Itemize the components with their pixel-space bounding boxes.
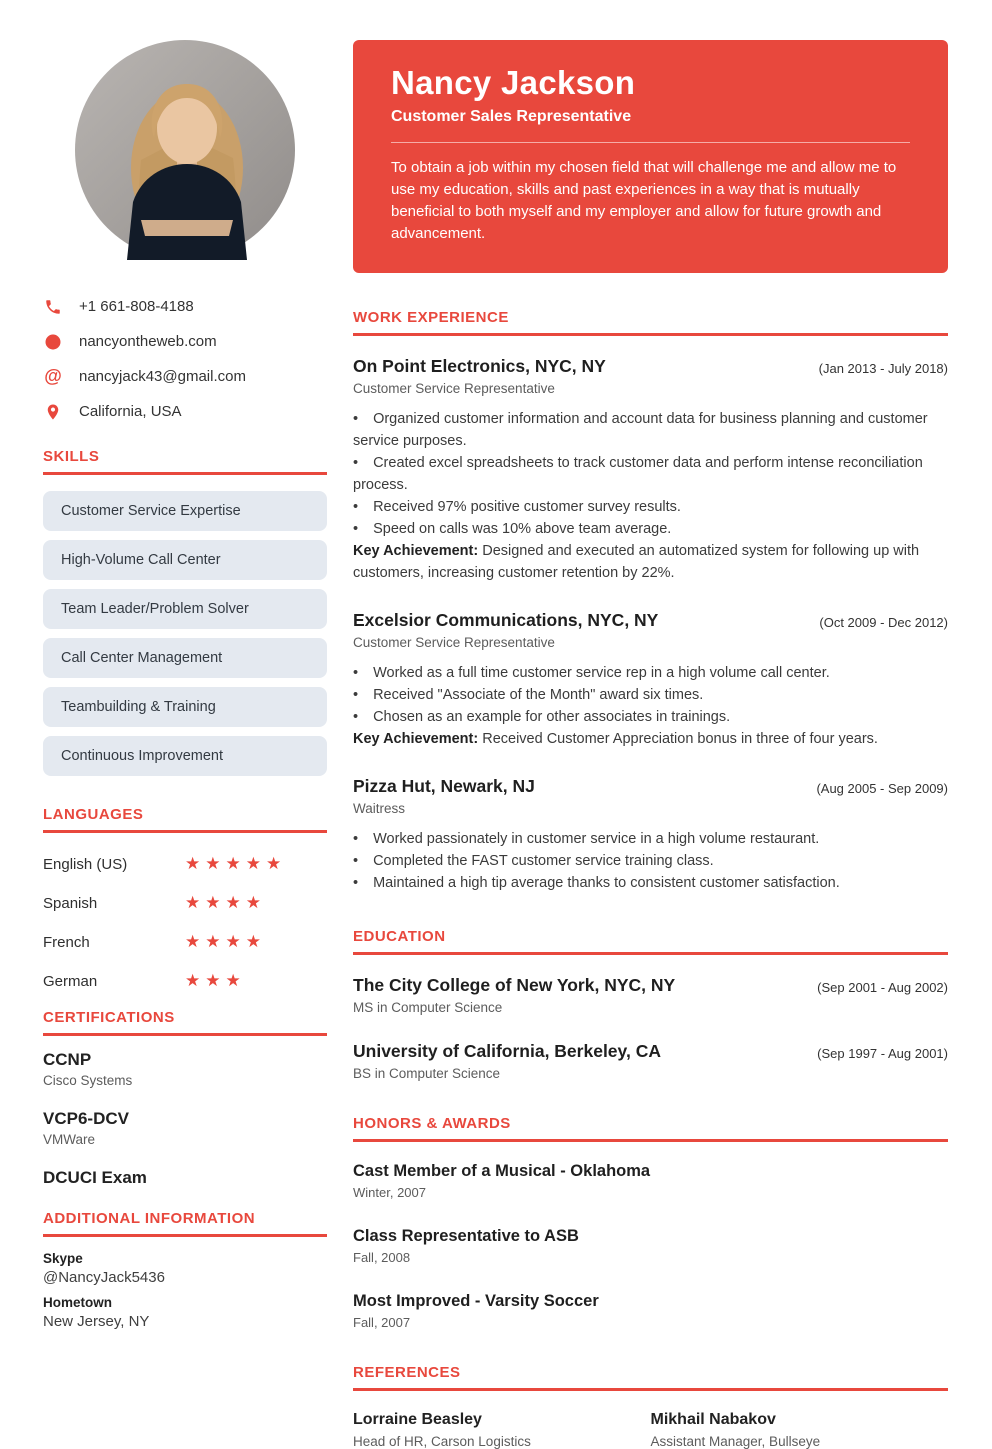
bullet-item: • Completed the FAST customer service training class. xyxy=(353,850,948,872)
education-title-block xyxy=(353,1041,661,1081)
info-label: Skype xyxy=(43,1251,83,1266)
education-entry xyxy=(353,975,948,1015)
star-rating: ★★★★ xyxy=(185,893,266,912)
name-header-card xyxy=(353,40,948,273)
work-experience-section xyxy=(353,309,948,894)
school-name: University of California, Berkeley, CA xyxy=(353,1041,661,1061)
key-achievement xyxy=(353,728,948,750)
company-name: Excelsior Communications, NYC, NY xyxy=(353,610,659,630)
bullet-item: • Worked passionately in customer service in a high volume restaurant. xyxy=(353,828,948,850)
bullet-item: • Maintained a high tip average thanks to consistent customer satisfaction. xyxy=(353,872,948,894)
contact-email[interactable] xyxy=(43,366,327,387)
additional-info-entry xyxy=(43,1295,327,1330)
certification-name: DCUCI Exam xyxy=(43,1168,147,1187)
certification-org: Cisco Systems xyxy=(43,1073,133,1088)
certifications-list xyxy=(43,1050,327,1188)
bullet-item: • Chosen as an example for other associates in trainings. xyxy=(353,706,948,728)
references-heading: REFERENCES xyxy=(353,1364,461,1381)
bullet-item: • Organized customer information and account data for business planning and customer service purposes. xyxy=(353,408,948,452)
additional-info-list xyxy=(43,1251,327,1330)
reference-entry xyxy=(651,1411,949,1449)
education-header xyxy=(353,1041,948,1081)
additional-info-entry xyxy=(43,1251,327,1286)
award-title: Cast Member of a Musical - Oklahoma xyxy=(353,1162,651,1180)
contact-location xyxy=(43,401,327,422)
education-section xyxy=(353,928,948,1081)
job-header xyxy=(353,610,948,650)
work-heading: WORK EXPERIENCE xyxy=(353,309,509,326)
person-portrait-illustration xyxy=(75,40,295,260)
additional-info-section-header xyxy=(43,1210,327,1237)
award-entry xyxy=(353,1292,948,1330)
sidebar xyxy=(43,40,327,1449)
language-name: French xyxy=(43,933,90,951)
at-icon: @ xyxy=(44,366,62,386)
info-value: New Jersey, NY xyxy=(43,1313,150,1330)
key-achievement xyxy=(353,540,948,584)
skill-chip: Team Leader/Problem Solver xyxy=(43,589,327,629)
education-dates: (Sep 1997 - Aug 2001) xyxy=(817,1046,948,1061)
job-dates: (Oct 2009 - Dec 2012) xyxy=(819,615,948,630)
reference-title: Head of HR, Carson Logistics xyxy=(353,1434,531,1449)
job-dates: (Aug 2005 - Sep 2009) xyxy=(816,781,948,796)
education-heading: EDUCATION xyxy=(353,928,446,945)
job-role: Customer Service Representative xyxy=(353,635,555,650)
work-underline xyxy=(353,333,948,336)
location-text: California, USA xyxy=(79,403,182,420)
profile-photo xyxy=(75,40,295,260)
objective-text: To obtain a job within my chosen field that will challenge me and allow me to use my education, skills and past experiences in a way that is mutually beneficial to both myself and my employer and allow for future growth and advancement. xyxy=(391,159,897,242)
certifications-section-header xyxy=(43,1009,327,1036)
language-row xyxy=(43,892,327,914)
header-divider xyxy=(391,142,910,143)
certification-org: VMWare xyxy=(43,1132,96,1147)
phone-number: +1 661-808-4188 xyxy=(79,298,194,315)
company-name: On Point Electronics, NYC, NY xyxy=(353,356,606,376)
honors-heading: HONORS & AWARDS xyxy=(353,1115,511,1132)
additional-info-heading: ADDITIONAL INFORMATION xyxy=(43,1210,256,1227)
company-name: Pizza Hut, Newark, NJ xyxy=(353,776,535,796)
language-name: Spanish xyxy=(43,894,98,912)
phone-icon xyxy=(43,297,63,317)
languages-underline xyxy=(43,830,327,833)
certification-entry xyxy=(43,1168,327,1188)
references-section xyxy=(353,1364,948,1449)
degree: MS in Computer Science xyxy=(353,1000,503,1015)
website-url: nancyontheweb.com xyxy=(79,333,217,350)
reference-entry xyxy=(353,1411,651,1449)
job-bullets xyxy=(353,662,948,750)
degree: BS in Computer Science xyxy=(353,1066,501,1081)
award-entry xyxy=(353,1162,948,1200)
skills-underline xyxy=(43,472,327,475)
key-achievement-label: Key Achievement: xyxy=(353,731,479,747)
references-underline xyxy=(353,1388,948,1391)
info-value: @NancyJack5436 xyxy=(43,1269,165,1286)
references-section-header xyxy=(353,1364,948,1391)
certification-name: CCNP xyxy=(43,1050,92,1069)
location-pin-icon xyxy=(43,402,63,422)
star-rating: ★★★★ xyxy=(185,932,266,951)
skill-chip: High-Volume Call Center xyxy=(43,540,327,580)
contact-list xyxy=(43,296,327,422)
skills-section-header xyxy=(43,448,327,475)
job-role: Customer Service Representative xyxy=(353,381,555,396)
certifications-underline xyxy=(43,1033,327,1036)
star-rating: ★★★ xyxy=(185,971,246,990)
job-title-block xyxy=(353,776,535,816)
job-entry xyxy=(353,610,948,750)
award-date: Winter, 2007 xyxy=(353,1185,426,1200)
education-section-header xyxy=(353,928,948,955)
honors-section-header xyxy=(353,1115,948,1142)
bullet-item: • Created excel spreadsheets to track customer data and perform intense reconciliation process. xyxy=(353,452,948,496)
language-row xyxy=(43,853,327,875)
reference-name: Mikhail Nabakov xyxy=(650,1411,776,1428)
job-dates: (Jan 2013 - July 2018) xyxy=(818,361,948,376)
bullet-item: • Speed on calls was 10% above team average. xyxy=(353,518,948,540)
job-role: Waitress xyxy=(353,801,406,816)
reference-name: Lorraine Beasley xyxy=(353,1411,482,1428)
job-header xyxy=(353,356,948,396)
job-bullets xyxy=(353,828,948,894)
certification-entry xyxy=(43,1050,327,1088)
honors-underline xyxy=(353,1139,948,1142)
star-rating: ★★★★★ xyxy=(185,854,287,873)
honors-section xyxy=(353,1115,948,1330)
main-column xyxy=(353,40,948,1449)
job-title-block xyxy=(353,610,658,650)
award-title: Most Improved - Varsity Soccer xyxy=(353,1292,599,1310)
language-row xyxy=(43,931,327,953)
language-name: German xyxy=(43,972,98,990)
info-label: Hometown xyxy=(43,1295,112,1310)
certification-name: VCP6-DCV xyxy=(43,1109,129,1128)
skills-list xyxy=(43,491,327,776)
work-section-header xyxy=(353,309,948,336)
education-entry xyxy=(353,1041,948,1081)
award-date: Fall, 2007 xyxy=(353,1315,411,1330)
key-achievement-text: Received Customer Appreciation bonus in three of four years. xyxy=(482,731,878,747)
education-dates: (Sep 2001 - Aug 2002) xyxy=(817,980,948,995)
education-title-block xyxy=(353,975,675,1015)
languages-heading: LANGUAGES xyxy=(43,806,144,823)
job-title-block xyxy=(353,356,606,396)
languages-section-header xyxy=(43,806,327,833)
key-achievement-text: Designed and executed an automatized system for following up with customers, increasing customer retention by 22%. xyxy=(353,543,920,581)
job-entry xyxy=(353,776,948,894)
skill-chip: Customer Service Expertise xyxy=(43,491,327,531)
languages-list xyxy=(43,853,327,992)
award-entry xyxy=(353,1227,948,1265)
education-header xyxy=(353,975,948,1015)
person-name: Nancy Jackson xyxy=(391,64,636,101)
bullet-item: • Worked as a full time customer service rep in a high volume call center. xyxy=(353,662,948,684)
skill-chip: Continuous Improvement xyxy=(43,736,327,776)
language-name: English (US) xyxy=(43,855,128,873)
award-title: Class Representative to ASB xyxy=(353,1227,579,1245)
skills-heading: SKILLS xyxy=(43,448,100,465)
language-row xyxy=(43,970,327,992)
certification-entry xyxy=(43,1109,327,1147)
education-underline xyxy=(353,952,948,955)
bullet-item: • Received 97% positive customer survey results. xyxy=(353,496,948,518)
job-header xyxy=(353,776,948,816)
additional-info-underline xyxy=(43,1234,327,1237)
job-entry xyxy=(353,356,948,584)
skill-chip: Call Center Management xyxy=(43,638,327,678)
person-job-title: Customer Sales Representative xyxy=(391,108,632,125)
award-date: Fall, 2008 xyxy=(353,1250,411,1265)
key-achievement-label: Key Achievement: xyxy=(353,543,479,559)
job-bullets xyxy=(353,408,948,584)
skill-chip: Teambuilding & Training xyxy=(43,687,327,727)
reference-title: Assistant Manager, Bullseye xyxy=(650,1434,821,1449)
certifications-heading: CERTIFICATIONS xyxy=(43,1009,175,1026)
contact-phone xyxy=(43,296,327,317)
school-name: The City College of New York, NYC, NY xyxy=(353,975,676,995)
globe-icon xyxy=(43,332,63,352)
email-address: nancyjack43@gmail.com xyxy=(79,368,246,385)
bullet-item: • Received "Associate of the Month" award six times. xyxy=(353,684,948,706)
contact-website[interactable] xyxy=(43,331,327,352)
references-list xyxy=(353,1411,948,1449)
